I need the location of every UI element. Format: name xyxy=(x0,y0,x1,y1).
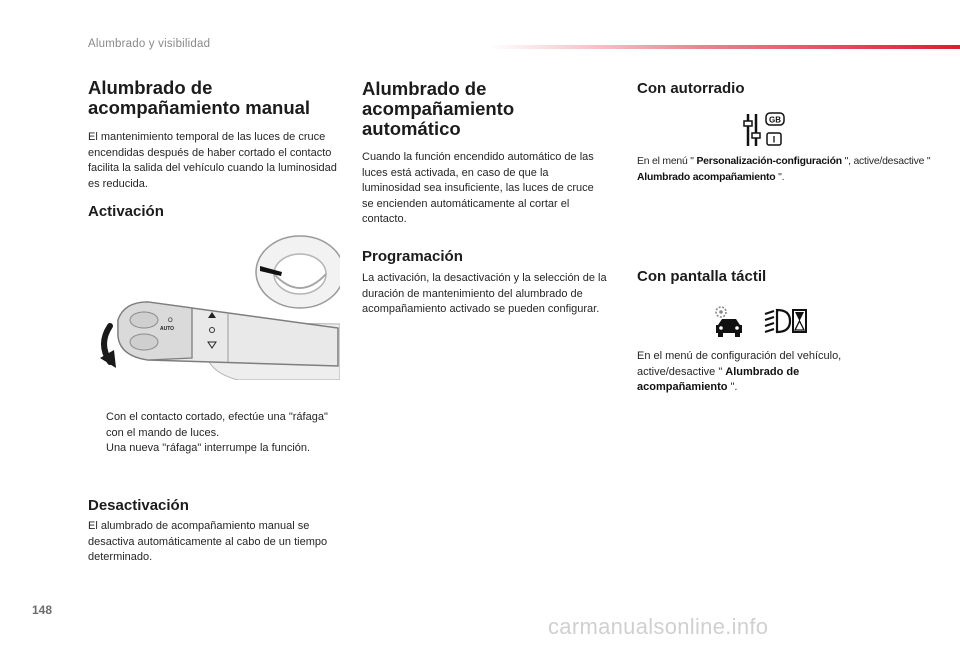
watermark: carmanualsonline.info xyxy=(548,614,769,639)
stalk-drawing xyxy=(88,232,340,380)
automatic-intro: Cuando la función encendido automático de las luces está activada, en caso de que la luminosidad sea insuficiente, las luces de cruce se encienden automáticamente al cortar el contacto. xyxy=(362,151,594,225)
activation-heading: Activación xyxy=(88,203,164,220)
section-title: Alumbrado y visibilidad xyxy=(88,38,211,50)
headlight-timer-icon xyxy=(764,308,808,339)
touchscreen-heading: Con pantalla táctil xyxy=(637,268,767,285)
page-number: 148 xyxy=(32,603,53,617)
header-accent-bar xyxy=(490,45,960,49)
radio-settings-icon xyxy=(742,111,786,154)
autorradio-text xyxy=(637,154,937,186)
programming-heading: Programación xyxy=(362,248,463,265)
autorradio-menu: Personalización-configuración xyxy=(696,156,842,167)
lighting-stalk-illustration xyxy=(88,232,340,380)
touch-pre: En el menú de configuración del vehículo, active/desactive " xyxy=(637,350,842,378)
activation-steps xyxy=(88,410,348,457)
autorradio-heading: Con autorradio xyxy=(637,80,745,97)
manual-intro: El mantenimiento temporal de las luces de cruce encendidas después de haber cortado el contacto facilita la salida del vehículo cuando la luminosidad es reducida. xyxy=(88,131,337,190)
autorradio-post: ". xyxy=(775,172,785,183)
touch-option: Alumbrado de acompañamiento xyxy=(637,365,800,393)
deactivation-heading: Desactivación xyxy=(88,497,189,514)
autorradio-pre: En el menú " xyxy=(637,156,697,167)
info-letter: I xyxy=(772,134,776,145)
stalk-label-auto: AUTO xyxy=(160,326,175,332)
list-item xyxy=(88,441,348,457)
step-2-text: Una nueva "ráfaga" interrumpe la función. xyxy=(106,442,311,454)
stalk-label-o: O xyxy=(168,318,173,324)
touch-post: ". xyxy=(727,381,738,393)
gb-badge: GB xyxy=(769,115,781,125)
car-settings-icon xyxy=(712,305,746,344)
touchscreen-text xyxy=(637,349,877,396)
autorradio-option: Alumbrado acompañamiento xyxy=(637,172,776,183)
programming-text: La activación, la desactivación y la selección de la duración de mantenimiento del alumbrado de acompañamiento activado se pueden configurar. xyxy=(362,272,607,315)
manual-title: Alumbrado de acompañamiento manual xyxy=(88,77,311,118)
deactivation-text: El alumbrado de acompañamiento manual se desactiva automáticamente al cabo de un tiempo determinado. xyxy=(88,520,328,563)
automatic-title: Alumbrado de acompañamiento automático xyxy=(362,78,515,139)
autorradio-mid: ", active/desactive " xyxy=(841,156,931,167)
list-item xyxy=(88,410,348,441)
step-1-text: Con el contacto cortado, efectúe una "ráfaga" con el mando de luces. xyxy=(106,411,328,439)
